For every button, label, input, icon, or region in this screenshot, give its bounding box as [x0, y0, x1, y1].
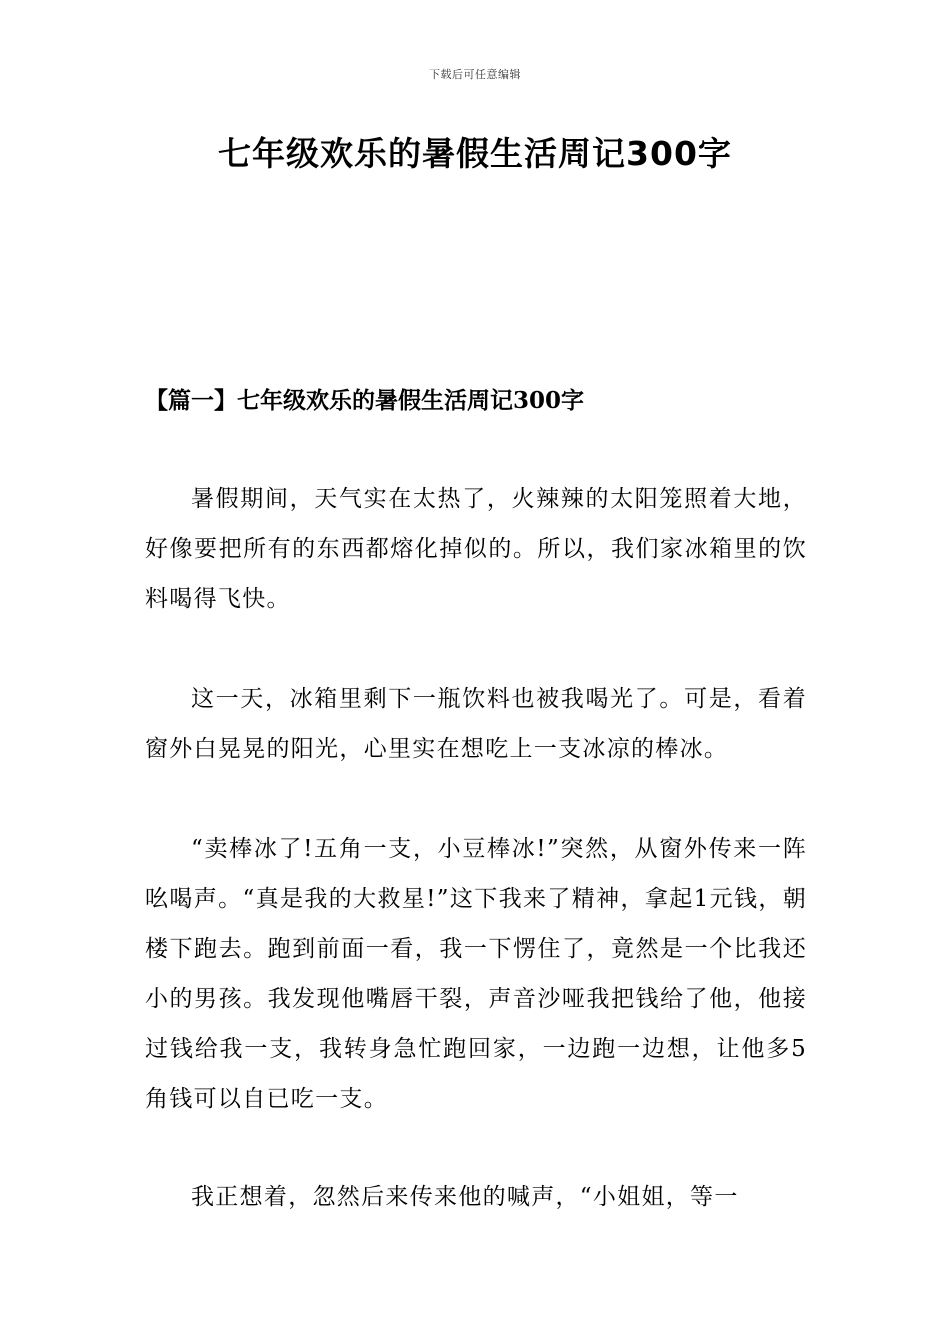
paragraph-1: 暑假期间，天气实在太热了，火辣辣的太阳笼照着大地，好像要把所有的东西都熔化掉似的。所以，我们家冰箱里的饮料喝得飞快。	[145, 486, 807, 612]
paragraph-2: 这一天，冰箱里剩下一瓶饮料也被我喝光了。可是，看着窗外白晃晃的阳光，心里实在想吃上一支冰凉的棒冰。	[145, 686, 807, 762]
paragraph-3: “卖棒冰了!五角一支，小豆棒冰!”突然，从窗外传来一阵吆喝声。“真是我的大救星!”这下我来了精神，拿起1元钱，朝楼下跑去。跑到前面一看，我一下愣住了，竟然是一个比我还小的男孩。我发现他嘴唇干裂，声音沙哑我把钱给了他，他接过钱给我一支，我转身急忙跑回家，一边跑一边想，让他多5角钱可以自已吃一支。	[145, 836, 807, 1112]
paragraph-4: 我正想着，忽然后来传来他的喊声，“小姐姐，等一	[191, 1184, 739, 1210]
header-note: 下载后可任意编辑	[429, 68, 521, 81]
section-heading: 【篇一】七年级欢乐的暑假生活周记300字	[145, 387, 585, 414]
page-title: 七年级欢乐的暑假生活周记300字	[218, 134, 732, 173]
